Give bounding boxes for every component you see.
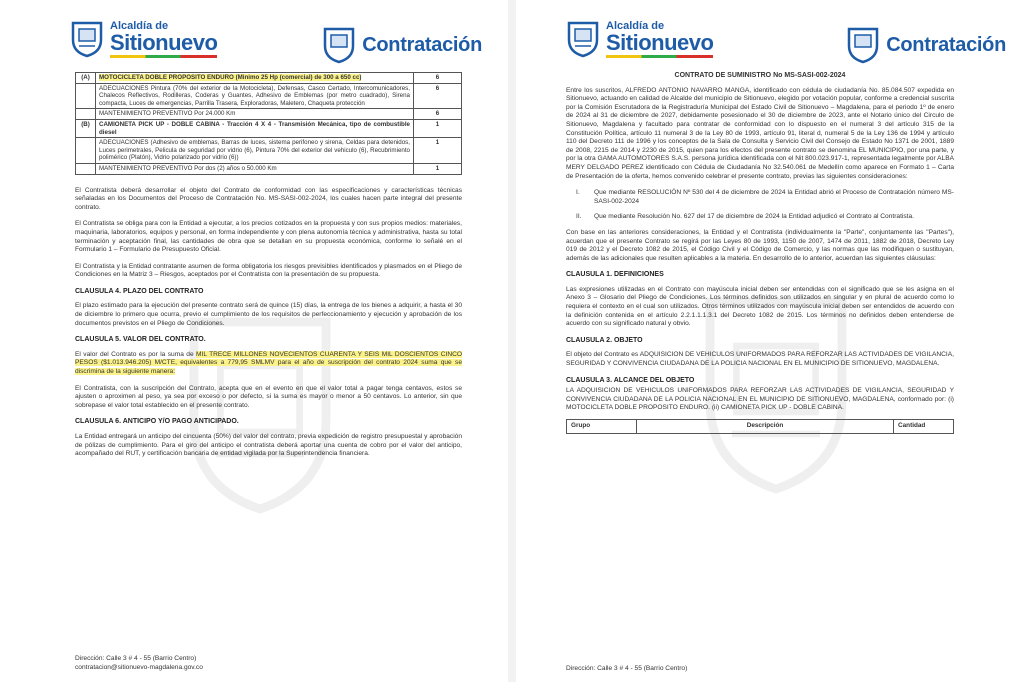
- contract-value-highlight: MIL TRECE MILLONES NOVECIENTOS CUARENTA Y SEIS MIL DOSCIENTOS CINCO PESOS ($1.013.946.205) M/CTE, equivalentes a 779,95 SMLMV para el año de suscripción del contrato 2024 suma que se discrimina de la siguiente manera:: [75, 350, 462, 376]
- item-code: [76, 83, 96, 109]
- alcaldia-logo: [70, 20, 217, 58]
- table-row: [76, 138, 462, 164]
- clause-heading: CLAUSULA 3. ALCANCE DEL OBJETO: [566, 376, 695, 384]
- contratacion-logo: [322, 26, 482, 64]
- item-code: (A): [76, 73, 96, 84]
- logo-big-text: Sitionuevo: [110, 29, 218, 55]
- clause-heading: CLAUSULA 4. PLAZO DEL CONTRATO: [75, 287, 204, 295]
- logo-small-text: Alcaldía de: [606, 19, 665, 32]
- paragraph: Con base en las anteriores consideraciones, la Entidad y el Contratista (individualmente la "Parte", conjuntamente las "Partes"), acuerdan que el presente Contrato se regirá por las Leyes 80 de 1993, 1150 de 2007, 1474 de 2011, 1882 de 2018, Decreto Ley 019 de 2012 y el Decreto 1082 de 2015, el Código Civil y el Código de Comercio, y las normas que las modifiquen o sustituyan, además de las adicionales que resulten aplicables a la materia. En desarrollo de lo anterior, acuerdan las siguientes cláusulas:: [566, 228, 954, 262]
- table-row: [76, 119, 462, 137]
- page-header: [70, 12, 482, 64]
- consideration-item: I. Que mediante RESOLUCIÓN Nº 530 del 4 de diciembre de 2024 la Entidad abrió el Proceso de Contratación número MS-SASI-002-2024: [576, 189, 954, 205]
- footer-email: contratacion@sitionuevo-magdalena.gov.co: [75, 664, 203, 671]
- item-quantity: 6: [414, 73, 462, 84]
- section-title: Contratación: [362, 33, 482, 56]
- alcaldia-logo: [566, 20, 713, 58]
- clause-heading: CLAUSULA 6. ANTICIPO Y/O PAGO ANTICIPADO.: [75, 418, 239, 426]
- item-quantity: 6: [414, 83, 462, 109]
- contract-title: CONTRATO DE SUMINISTRO No MS-SASI-002-2024: [674, 72, 846, 79]
- item-code: [76, 163, 96, 174]
- item-description: ADECUACIONES Pintura (70% del exterior de la Motocicleta), Defensas, Casco Certado, Intercomunicadores, Chalecos Reflectivos, Rodilleras, Coderas y Guantes, Adhesivo de Emblemas (por metro cuadrado), Sirena compacta, Luces de emergencias, Parrilla Trasera, Exploradoras, Maletero, Chaqueta protección: [96, 83, 414, 109]
- table-row: [76, 109, 462, 120]
- consideration-text: Que mediante Resolución No. 627 del 17 de diciembre de 2024 la Entidad adjudicó el Contrato al Contratista.: [594, 213, 914, 221]
- paragraph: El Contratista se obliga para con la Entidad a ejecutar, a los precios cotizados en la propuesta y con sus propios medios: materiales, maquinaria, laboratorios, equipos y personal, en forma independiente y con plena autonomía técnica y administrativa, hasta su total terminación y aceptación final, las cantidades de obra que se detallan en su propuesta económica, conforme lo señalé en el Formulario 1 – Formulario de Presupuesto Oficial.: [75, 220, 462, 254]
- logo-big-text: Sitionuevo: [606, 29, 714, 55]
- clause-heading: CLAUSULA 1. DEFINICIONES: [566, 271, 664, 279]
- item-code: [76, 109, 96, 120]
- document-body-right: [566, 72, 954, 434]
- paragraph: [75, 351, 462, 377]
- item-description: CAMIONETA PICK UP - DOBLE CABINA - Tracción 4 X 4 - Transmisión Mecánica, tipo de combustible diesel: [96, 119, 414, 137]
- paragraph: Las expresiones utilizadas en el Contrato con mayúscula inicial deben ser entendidas con el significado que se les asigna en el Anexo 3 – Glosario del Pliego de Condiciones. Los términos definidos son utilizados en singular y en plural de acuerdo como lo requiera el contexto en el cual son utilizados. Otros términos utilizados con mayúscula inicial deben ser entendidos de acuerdo con la definición contenida en el artículo 2.2.1.1.1.3.1 del Decreto 1082 de 2015. Los términos no definidos deben entenderse de acuerdo con su significado natural y obvio.: [566, 285, 954, 328]
- table-row: [76, 73, 462, 84]
- paragraph: El Contratista deberá desarrollar el objeto del Contrato de conformidad con las especificaciones y características técnicas señaladas en los Documentos del Proceso de Contratación No. MS-SASI-002-2024, los cuales hacen parte integral del presente contrato.: [75, 186, 462, 211]
- item-description: MANTENIMIENTO PREVENTIVO Por dos (2) años o 50.000 Km: [96, 163, 414, 174]
- clause-heading: CLAUSULA 2. OBJETO: [566, 336, 643, 344]
- column-header: Descripción: [637, 420, 894, 434]
- consideration-item: II. Que mediante Resolución No. 627 del 17 de diciembre de 2024 la Entidad adjudicó el Contrato al Contratista.: [576, 213, 914, 221]
- column-header: Grupo: [567, 420, 637, 434]
- logo-small-text: Alcaldía de: [110, 19, 169, 32]
- page-footer: [75, 654, 203, 672]
- table-row: [76, 83, 462, 109]
- consideration-text: Que mediante RESOLUCIÓN Nº 530 del 4 de diciembre de 2024 la Entidad abrió el Proceso de Contratación número MS-SASI-002-2024: [594, 189, 954, 205]
- page-gutter: [508, 0, 516, 682]
- paragraph: El plazo estimado para la ejecución del presente contrato será de quince (15) días, la entrega de los bienes a adquirir, a hasta el 30 de diciembre lo primero que ocurra, previo el cumplimiento de los requisitos de perfeccionamiento y ejecución y aprobación de los documentos previstos en el Pliego de Condiciones.: [75, 302, 462, 327]
- item-quantity: 1: [414, 163, 462, 174]
- page-footer: [566, 664, 687, 673]
- item-quantity: 1: [414, 138, 462, 164]
- footer-address: Dirección: Calle 3 # 4 - 55 (Barrio Centro): [75, 655, 197, 662]
- document-body-left: [75, 72, 462, 467]
- paragraph: Entre los suscritos, ALFREDO ANTONIO NAVARRO MANGA, identificado con cédula de ciudadanía No. 85.084.507 expedida en Sitionuevo, actuando en calidad de Alcalde del municipio de Sitionuevo, elegido por votación popular, conforme a credencial suscrita por la Comisión Escrutadora de la Registraduría Municipal del Estado Civil de Sitionuevo – Magdalena, para el periodo 1º de enero de 2024 al 31 de diciembre de 2027, debidamente posesionado el 30 de diciembre de 2023, ante el Notario único del Circulo de Sitionuevo, Magdalena y facultado para contratar de conformidad con lo dispuesto en el numeral 3 del artículo 315 de la Constitución Política, artículo 11 numeral 3 de la Ley 80 de 1993, artículo 91, literal d, numeral 5 de la Ley 136 de 1994 y artículo 110 del Decreto 111 de 1996 y los conceptos de la Sala de Consulta y Servicio Civil del Consejo de Estado No 1371 de 2001, 1889 de 2008, 2215 de 2014 y 2230 de 2015, quien para los efectos del presente contrato se denomina EL MUNICIPIO, por una parte, y por la otra GAMA AUTOMOTORES S.A.S. persona jurídica identificada con el Nit 800.023.917-1, representada legalmente por ALBA MERY DELGADO PEREZ identificado con Cédula de Ciudadanía No 32.540.061 de Medellín como aparece en Formato 1 – Carta de Presentación de la oferta, hemos convenido celebrar el presente contrato, previas las siguientes consideraciones:: [566, 86, 954, 180]
- group-table: [566, 419, 954, 434]
- footer-address: Dirección: Calle 3 # 4 - 55 (Barrio Centro): [566, 665, 688, 672]
- item-description: ADECUACIONES (Adhesivo de emblemas, Barras de luces, sistema perifoneo y sirena, Celdas para detenidos, Luces perimetrales, Pelicula de seguridad por vidrio (6), Pintura 70% del exterior del vehiculo (6), Recubrimiento polimérico (Platón), Vidrio polarizado por vidrio (6)): [96, 138, 414, 164]
- item-quantity: 6: [414, 109, 462, 120]
- document-page-right: [516, 0, 1024, 682]
- contratacion-logo: [846, 26, 1006, 64]
- paragraph: LA ADQUISICION DE VEHICULOS UNIFORMADOS PARA REFORZAR LAS ACTIVIDADES DE VIGILANCIA, SEGURIDAD Y CONVIVENCIA CIUDADANA DE LA POLICIA NACIONAL EN EL MUNICIPIO DE SITIONUEVO, MAGDALENA, conformado por: (i) MOTOCICLETA DOBLE PROPOSITO ENDURO. (ii) CAMIONETA PICK UP - DOBLE CABINA.: [566, 387, 954, 412]
- municipal-shield-icon: [70, 20, 104, 58]
- paragraph: El objeto del Contrato es ADQUISICION DE VEHICULOS UNIFORMADOS PARA REFORZAR LAS ACTIVIDADES DE VIGILANCIA, SEGURIDAD Y CONVIVENCIA CIUDADANA DE LA POLICIA NACIONAL EN EL MUNICIPIO DE SITIONUEVO, MAGDALENA.: [566, 351, 954, 368]
- table-header-row: [567, 420, 954, 434]
- paragraph: El Contratista y la Entidad contratante asumen de forma obligatoria los riesgos previsibles identificados y plasmados en el Pliego de Condiciones en la Matriz 3 – Riesgos, aceptados por el Contratista con la presentación de su propuesta.: [75, 262, 462, 279]
- clause-heading: CLAUSULA 5. VALOR DEL CONTRATO.: [75, 336, 206, 344]
- items-table: [75, 72, 462, 175]
- table-row: [76, 163, 462, 174]
- municipal-shield-icon: [322, 26, 356, 64]
- document-page-left: [0, 0, 508, 682]
- item-description: MANTENIMIENTO PREVENTIVO Por 24.000 Km: [96, 109, 414, 120]
- municipal-shield-icon: [846, 26, 880, 64]
- paragraph-text: El valor del Contrato es por la suma de: [75, 350, 197, 358]
- item-quantity: 1: [414, 119, 462, 137]
- item-code: (B): [76, 119, 96, 137]
- paragraph: El Contratista, con la suscripción del Contrato, acepta que en el evento en que el valor total a pagar tenga centavos, estos se ajusten o aproximen al peso, ya sea por exceso o por defecto, si la suma es mayor o menor a 50 centavos. Lo anterior, sin que sobrepase el valor total establecido en el presente contrato.: [75, 384, 462, 409]
- section-title: Contratación: [886, 33, 1006, 56]
- item-description: MOTOCICLETA DOBLE PROPOSITO ENDURO (Minimo 25 Hp (comercial) de 300 a 650 cc): [99, 74, 362, 81]
- item-code: [76, 138, 96, 164]
- municipal-shield-icon: [566, 20, 600, 58]
- page-header: [566, 12, 1006, 64]
- paragraph: La Entidad entregará un anticipo del cincuenta (50%) del valor del contrato, previa expedición de registro presupuestal y aprobación de pólizas de cumplimiento. Para el giro del anticipo el contratista deberá aportar una cuenta de cobro por el valor del anticipo, acompañado del RUT, y certificación bancaria de entidad vigilada por la Superintendencia financiera.: [75, 433, 462, 458]
- column-header: Cantidad: [894, 420, 954, 434]
